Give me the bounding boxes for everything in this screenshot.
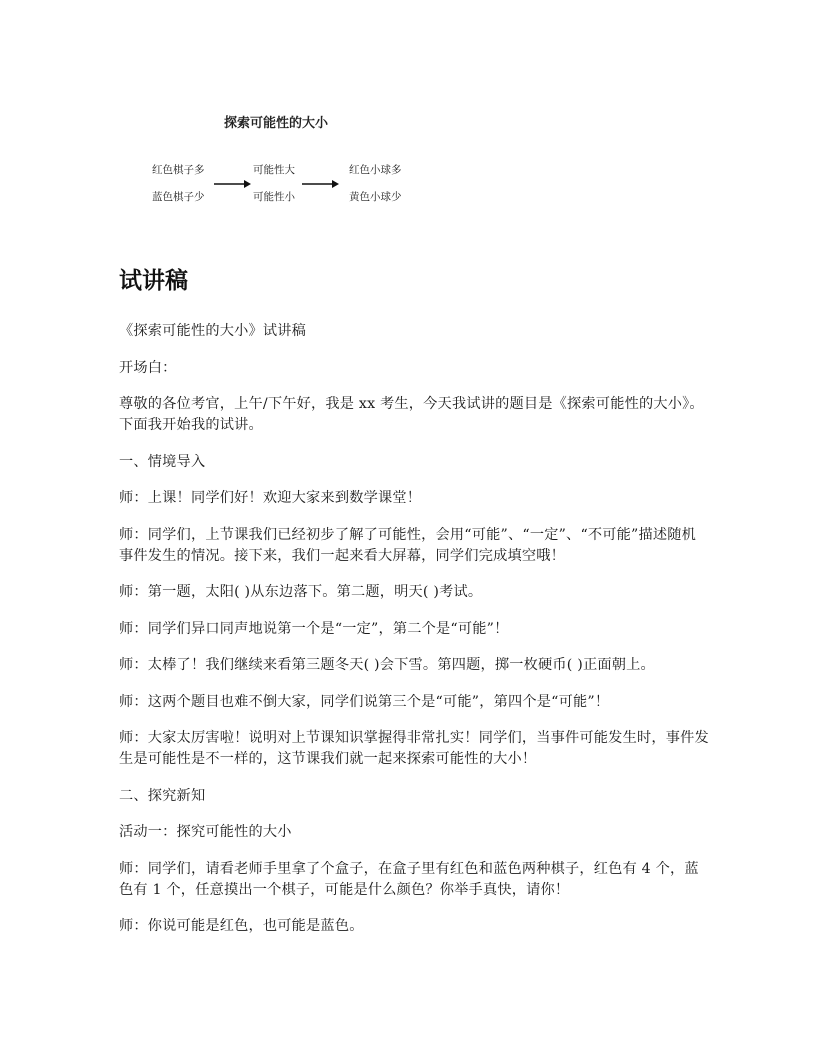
paragraph: 师：你说可能是红色，也可能是蓝色。	[119, 918, 364, 934]
paragraph: 师：这两个题目也难不倒大家，同学们说第三个是“可能”，第四个是“可能”！	[119, 693, 610, 710]
paragraph-list	[119, 321, 709, 937]
label-possibility-large: 可能性大	[253, 164, 295, 176]
paragraph: 师：同学们，请看老师手里拿了个盒子，在盒子里有红色和蓝色两种棋子，红色有 4 个，蓝色有 1 个，任意摸出一个棋子，可能是什么颜色？你举手真快，请你！	[119, 860, 699, 898]
section-heading: 一、情境导入	[119, 453, 206, 470]
label-yellow-ball-less: 黄色小球少	[349, 191, 402, 203]
paragraph: 师：上课！同学们好！欢迎大家来到数学课堂！	[119, 490, 422, 506]
document-title: 试讲稿	[119, 268, 188, 294]
label-red-ball-more: 红色小球多	[349, 164, 402, 176]
paragraph: 《探索可能性的大小》试讲稿	[119, 323, 307, 339]
label-red-chess-more: 红色棋子多	[152, 164, 205, 176]
paragraph: 开场白：	[119, 359, 177, 376]
paragraph: 师：同学们异口同声地说第一个是“一定”，第二个是“可能”！	[119, 620, 509, 637]
label-blue-chess-less: 蓝色棋子少	[152, 191, 205, 203]
paragraph: 师：太棒了！我们继续来看第三题冬天( )会下雪。第四题，掷一枚硬币( )正面朝上。	[119, 657, 655, 673]
diagram-title: 探索可能性的大小	[224, 116, 329, 131]
section-heading: 二、探究新知	[119, 787, 206, 804]
paragraph: 尊敬的各位考官，上午/下午好，我是 xx 考生，今天我试讲的题目是《探索可能性的大小》。下面我开始我的试讲。	[119, 396, 704, 433]
paragraph: 师：第一题，太阳( )从东边落下。第二题，明天( )考试。	[119, 584, 483, 600]
arrow-right-icon	[302, 180, 339, 188]
concept-diagram	[140, 104, 430, 214]
arrow-right-icon	[214, 180, 251, 188]
activity-heading: 活动一：探究可能性的大小	[119, 824, 292, 840]
paragraph: 师：大家太厉害啦！说明对上节课知识掌握得非常扎实！同学们，当事件可能发生时，事件发生是可能性是不一样的，这节课我们就一起来探索可能性的大小！	[119, 730, 709, 767]
document-body	[119, 262, 709, 953]
label-possibility-small: 可能性小	[253, 191, 295, 203]
paragraph: 师：同学们，上节课我们已经初步了解了可能性，会用“可能”、“一定”、“不可能”描述随机事件发生的情况。接下来，我们一起来看大屏幕，同学们完成填空哦！	[119, 526, 697, 564]
